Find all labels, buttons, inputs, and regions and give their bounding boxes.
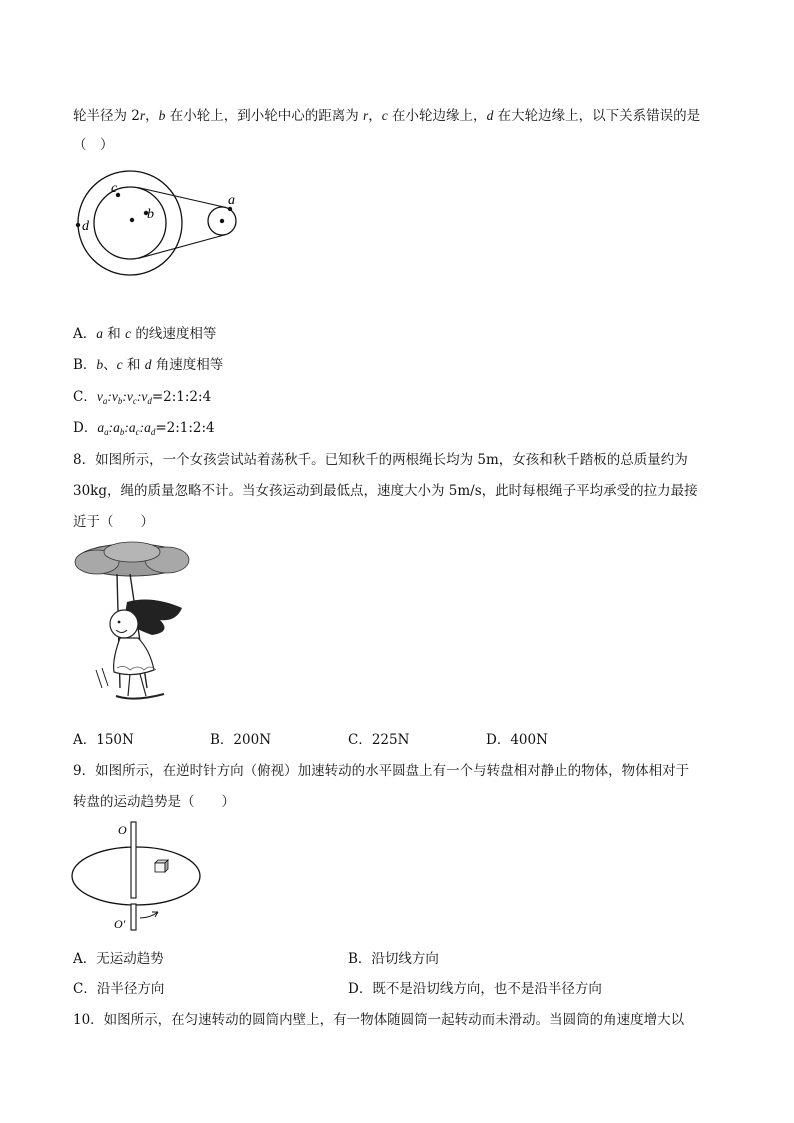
q9-turntable-figure: [70, 818, 220, 938]
label-o-top: O: [118, 823, 127, 837]
block: [155, 860, 168, 872]
girl-dress: [114, 638, 154, 675]
q9-option-b[interactable]: B．沿切线方向: [348, 951, 439, 967]
label-d: d: [82, 219, 89, 234]
point-d: [76, 223, 80, 227]
q8-option-b[interactable]: B．200N: [210, 732, 272, 748]
q10-stem-line1: 10．如图所示，在匀速转动的圆筒内壁上，有一物体随圆筒一起转动而未滑动。当圆筒的角速度增大以: [73, 1012, 685, 1028]
q7-answer-paren: （ ）: [73, 137, 114, 153]
small-wheel-center: [220, 219, 224, 223]
tree-canopy: [75, 542, 189, 576]
q9-option-a[interactable]: A．无运动趋势: [73, 951, 164, 967]
q7-option-a[interactable]: A．a 和 c 的线速度相等: [73, 326, 217, 342]
label-a: a: [228, 193, 235, 208]
big-wheel-center: [130, 218, 134, 222]
axis-upper: [131, 822, 136, 898]
q7-option-b[interactable]: B．b、c 和 d 角速度相等: [73, 357, 224, 373]
q7-option-c[interactable]: C．$v_a:v_b:v_c:v_d=2:1:2:4$: [73, 389, 212, 406]
q7-pulley-figure: [70, 165, 250, 285]
q9-option-d[interactable]: D．既不是沿切线方向，也不是沿半径方向: [348, 981, 602, 997]
q8-stem-line3: 近于（ ）: [73, 514, 154, 530]
label-b: b: [147, 207, 154, 222]
belt-top: [138, 188, 226, 208]
q8-option-a[interactable]: A．150N: [73, 732, 134, 748]
belt-bottom: [138, 235, 226, 259]
q8-option-c[interactable]: C．225N: [348, 732, 410, 748]
q8-swing-girl-figure: [72, 540, 197, 715]
axis-lower: [131, 904, 136, 930]
q8-stem-line1: 8．如图所示，一个女孩尝试站着荡秋千。已知秋千的两根绳长均为 5m，女孩和秋千踏板的总质量约为: [73, 452, 688, 468]
label-c: c: [111, 181, 118, 196]
q9-stem-line2: 转盘的运动趋势是（ ）: [73, 794, 235, 810]
q8-option-d[interactable]: D．400N: [486, 732, 548, 748]
q8-stem-line2: 30kg，绳的质量忽略不计。当女孩运动到最低点，速度大小为 5m/s，此时每根绳子平均承受的拉力最接: [73, 483, 698, 499]
label-o-bottom: O′: [114, 917, 126, 931]
q7-option-d[interactable]: D．$a_a:a_b:a_c:a_d=2:1:2:4$: [73, 420, 215, 437]
big-wheel-inner: [94, 187, 166, 259]
girl-face: [110, 610, 138, 638]
q9-stem-line1: 9．如图所示，在逆时针方向（俯视）加速转动的水平圆盘上有一个与转盘相对静止的物体，物体相对于: [73, 763, 690, 779]
q7-stem-line1: 轮半径为 2r，b 在小轮上，到小轮中心的距离为 r，c 在小轮边缘上，d 在大轮边缘上，以下关系错误的是: [73, 108, 701, 124]
swing-seat: [116, 694, 164, 699]
q9-option-c[interactable]: C．沿半径方向: [73, 981, 165, 997]
